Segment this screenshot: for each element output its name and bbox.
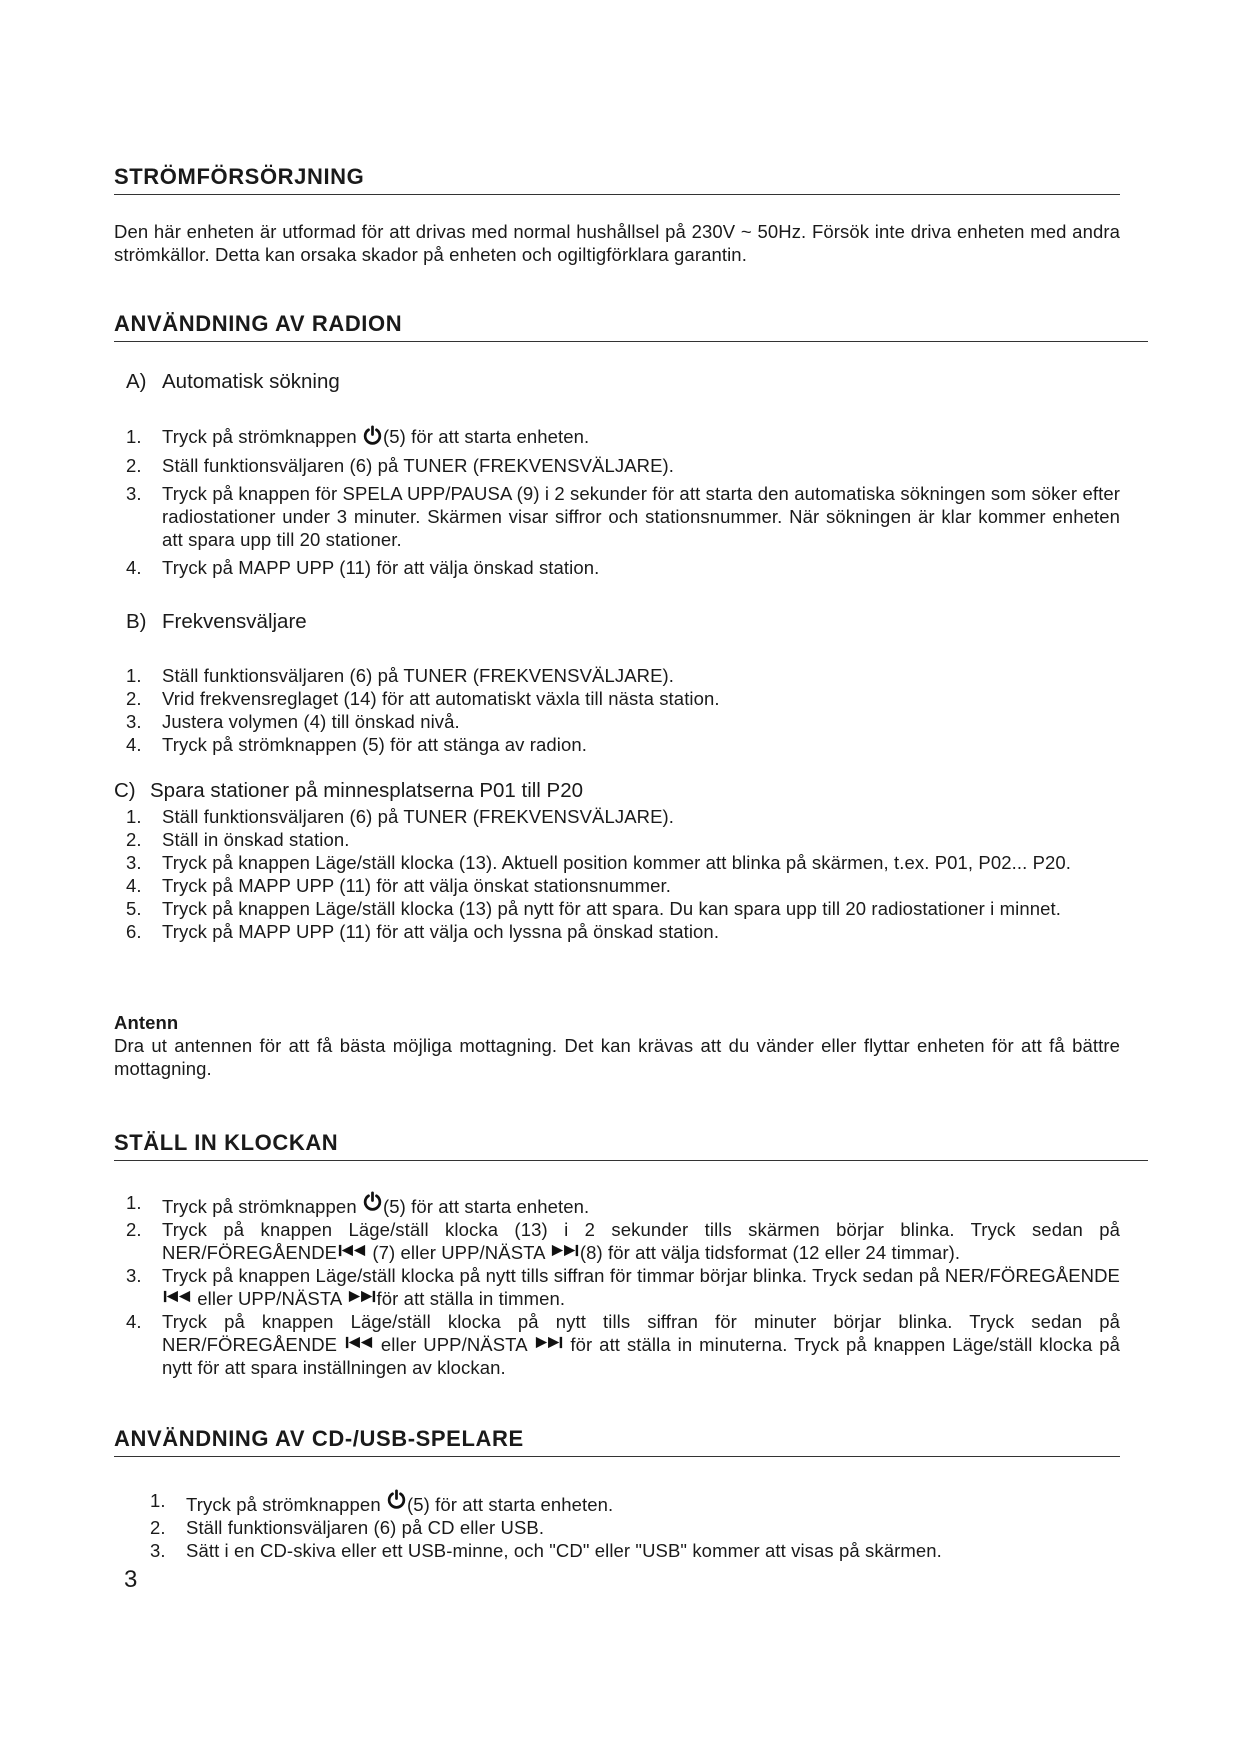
clock-heading: STÄLL IN KLOCKAN [114,1130,1148,1161]
step-text: Ställ in önskad station. [162,829,350,850]
power-icon [386,1489,407,1510]
step-text: eller UPP/NÄSTA [374,1334,534,1355]
step-text: Tryck på strömknappen (5) för att stänga av radion. [162,734,587,755]
step-text: Tryck på strömknappen [162,426,362,447]
step-text: (7) eller UPP/NÄSTA [367,1242,550,1263]
next-track-icon [347,1289,377,1304]
list-item [114,1264,1120,1310]
subsection-title: Spara stationer på minnesplatserna P01 till P20 [150,779,584,802]
previous-track-icon [162,1289,192,1304]
power-heading: STRÖMFÖRSÖRJNING [114,164,1120,195]
page-number: 3 [124,1566,138,1593]
step-text: Tryck på MAPP UPP (11) för att välja och lyssna på önskad station. [162,921,720,942]
step-number: 3. [126,1265,142,1286]
list-item [114,733,1120,756]
step-text: Tryck på MAPP UPP (11) för att välja önskad station. [162,557,600,578]
step-number: 1. [126,1192,142,1213]
subsection-label: B) [126,610,147,633]
step-text: Sätt i en CD-skiva eller ett USB-minne, och "CD" eller "USB" kommer att visas på skärmen. [186,1540,942,1561]
list-item [114,687,1120,710]
step-text: (5) för att starta enheten. [382,426,590,447]
list-item [114,897,1120,920]
clock-steps [114,1191,1120,1379]
antenna-title: Antenn [114,1012,179,1033]
next-track-icon [550,1243,580,1258]
step-number: 4. [126,734,142,755]
step-number: 3. [126,852,142,873]
step-number: 3. [126,711,142,732]
step-text: för att ställa in minuterna. Tryck på knappen Läge/ställ klocka på nytt för att spara inställningen av klockan. [162,1334,1121,1378]
radio-c-steps [114,805,1120,943]
list-item [114,482,1120,551]
step-text: Tryck på knappen för SPELA UPP/PAUSA (9) i 2 sekunder för att starta den automatiska sökningen som söker efter radiostationer under 3 minuter. Skärmen visar siffror och stationsnummer. När sökningen är klar kommer enheten att spara upp till 20 stationer. [162,483,1120,550]
radio-subsection-a-title [126,369,340,395]
step-number: 4. [126,557,142,578]
step-text: Ställ funktionsväljaren (6) på CD eller USB. [186,1517,545,1538]
step-text: Tryck på knappen Läge/ställ klocka på nytt tills siffran för timmar börjar blinka. Tryck sedan på NER/FÖREGÅENDE [162,1265,1120,1286]
step-number: 1. [126,426,142,447]
radio-heading: ANVÄNDNING AV RADION [114,311,1148,342]
subsection-label: C) [114,779,136,802]
list-item [114,828,1120,851]
radio-b-steps [114,664,1120,756]
step-number: 1. [150,1490,166,1511]
step-text: (8) för att välja tidsformat (12 eller 24 timmar). [579,1242,961,1263]
list-item [114,454,1120,477]
step-number: 5. [126,898,142,919]
subsection-title: Frekvensväljare [162,610,307,633]
list-item [138,1516,1120,1539]
step-text: Tryck på knappen Läge/ställ klocka (13) i 2 sekunder tills skärmen börjar blinka. Tryck sedan på NER/FÖREGÅENDE [162,1219,1120,1263]
step-number: 6. [126,921,142,942]
power-paragraph: Den här enheten är utformad för att drivas med normal hushållsel på 230V ~ 50Hz. Försök inte driva enheten med andra strömkällor. Detta kan orsaka skador på enheten och ogiltigförklara garantin. [114,221,1120,265]
step-text: Tryck på strömknappen [186,1494,386,1515]
step-text: Tryck på knappen Läge/ställ klocka på nytt tills siffran för minuter börjar blinka. Tryck sedan på NER/FÖREGÅENDE [162,1311,1120,1355]
step-text: (5) för att starta enheten. [382,1196,590,1217]
list-item [114,805,1120,828]
subsection-label: A) [126,370,147,393]
step-number: 4. [126,875,142,896]
list-item [114,425,1120,448]
list-item [114,1191,1120,1218]
cd-usb-heading: ANVÄNDNING AV CD-/USB-SPELARE [114,1426,1120,1457]
step-text: Tryck på knappen Läge/ställ klocka (13) på nytt för att spara. Du kan spara upp till 20 radiostationer i minnet. [162,898,1061,919]
radio-subsection-b-title [126,609,307,635]
list-item [114,664,1120,687]
subsection-title: Automatisk sökning [162,370,340,393]
list-item [114,1310,1120,1379]
power-icon [362,425,383,446]
step-text: Justera volymen (4) till önskad nivå. [162,711,460,732]
list-item [114,920,1120,943]
step-number: 2. [126,829,142,850]
step-text: för att ställa in timmen. [376,1288,566,1309]
step-number: 2. [150,1517,166,1538]
step-text: Ställ funktionsväljaren (6) på TUNER (FREKVENSVÄLJARE). [162,455,675,476]
list-item [138,1539,1120,1562]
antenna-paragraph: Dra ut antennen för att få bästa möjliga mottagning. Det kan krävas att du vänder eller flyttar enheten för att få bättre mottagning. [114,1035,1120,1079]
next-track-icon [534,1335,564,1350]
cd-usb-steps [138,1489,1120,1562]
step-number: 3. [126,483,142,504]
list-item [114,1218,1120,1264]
step-text: eller UPP/NÄSTA [192,1288,347,1309]
step-text: Vrid frekvensreglaget (14) för att automatiskt växla till nästa station. [162,688,720,709]
radio-subsection-c-title [114,778,583,804]
step-number: 3. [150,1540,166,1561]
step-number: 1. [126,665,142,686]
step-text: Tryck på knappen Läge/ställ klocka (13). Aktuell position kommer att blinka på skärmen, t.ex. P01, P02... P20. [162,852,1072,873]
step-text: Ställ funktionsväljaren (6) på TUNER (FREKVENSVÄLJARE). [162,806,675,827]
step-text: Tryck på strömknappen [162,1196,362,1217]
list-item [114,710,1120,733]
previous-track-icon [337,1243,367,1258]
step-text: Ställ funktionsväljaren (6) på TUNER (FREKVENSVÄLJARE). [162,665,675,686]
list-item [114,874,1120,897]
step-number: 2. [126,688,142,709]
radio-a-steps [114,425,1120,579]
step-number: 2. [126,455,142,476]
list-item [114,851,1120,874]
step-text: Tryck på MAPP UPP (11) för att välja önskat stationsnummer. [162,875,672,896]
list-item [138,1489,1120,1516]
power-icon [362,1191,383,1212]
step-number: 1. [126,806,142,827]
previous-track-icon [344,1335,374,1350]
step-number: 4. [126,1311,142,1332]
step-text: (5) för att starta enheten. [406,1494,614,1515]
list-item [114,556,1120,579]
step-number: 2. [126,1219,142,1240]
